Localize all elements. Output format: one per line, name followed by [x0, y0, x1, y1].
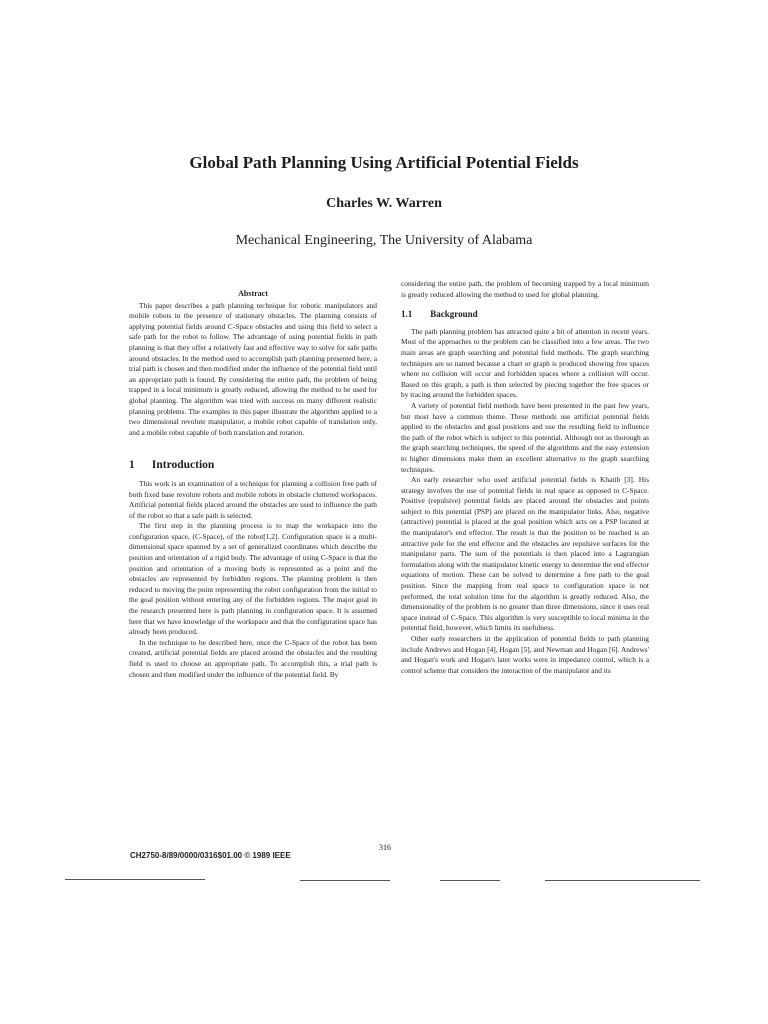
section-heading-introduction: [129, 460, 377, 471]
subsection-heading-background: [401, 309, 649, 320]
scan-artifact-line: [65, 879, 205, 880]
paragraph: This work is an examination of a technique for planning a collision free path of both fixed base revolute robots and mobile robots in obstacle cluttered workspaces. Artificial potential fields placed around the obstacles are used to influence the path of the robot so that a safe path is selected.: [129, 478, 377, 520]
subsection-number: 1.1: [401, 309, 413, 320]
author-affiliation: Mechanical Engineering, The University of Alabama: [235, 233, 533, 248]
paragraph: The first step in the planning process is to map the workspace into the configuration space, (C-Space), of the robot[1,2]. Configuration space is a multi-dimensional space spanned by a set of generalized coordinates which describe the position and orientation of a rigid body. The advantage of using C-Space is that the position and orientation of a moving body is represented as a point and the obstacles are represented by forbidden regions. The planning problem is then reduced to moving the point representing the robot configuration from the initial to the goal position without entering any of the forbidden regions. The major goal in the research presented here is path planning in configuration space. It is assumed here that we have knowledge of the workspace and that the configuration space has already been produced.: [129, 521, 377, 637]
scan-artifact-line: [545, 880, 700, 881]
author-name: Charles W. Warren: [326, 196, 442, 211]
abstract-heading: Abstract: [238, 289, 268, 298]
section-number: 1: [129, 459, 135, 472]
paragraph-continuation: considering the entire path, the problem of becoming trapped by a local minimum is greatly reduced allowing the method to used for global planning.: [401, 279, 649, 299]
scan-artifact-line: [440, 880, 500, 881]
paragraph: In the technique to be described here, once the C-Space of the robot has been created, artificial potential fields are placed around the obstacles and the resulting field is used to choose an appropriate path. To accomplish this, a trial path is chosen and then modified under the influence of the potential field. By: [129, 637, 377, 679]
abstract-body: This paper describes a path planning technique for robotic manipulators and mobile robots in the presence of stationary obstacles. The planning consists of applying potential fields around C-Space obstacles and using this field to select a safe path for the robot to follow. The advantage of using potential fields in path planning is that they offer a relatively fast and effective way to solve for safe paths around obstacles. In the method used to accomplish path planning presented here, a trial path is chosen and then modified under the influence of the potential field until an appropriate path is found. By considering the entire path, the problem of being trapped in a local minimum is greatly reduced, allowing the method to be used for global planning. The algorithm was tried with success on many different realistic planning problems. The examples in this paper illustrate the algorithm applied to a two dimensional revolute manipulator, a mobile robot capable of translation only, and a mobile robot capable of both translation and rotation.: [129, 300, 377, 437]
right-column: [401, 279, 649, 676]
paragraph: An early researcher who used artificial potential fields is Khatib [3]. His strategy involves the use of potential fields in real space as opposed to C-Space. Positive (repulsive) potential fields are placed around the obstacles and points subject to this potential (PSP) are placed on the manipulator links. Also, negative (attractive) potential is placed at the goal position which acts on a PSP located at the manipulator's end effector. The result is that the position to be reached is an attractive pole for the end effector and the obstacles are repulsive surfaces for the manipulator parts. The sum of the potentials is then placed into a Lagrangian formulation along with the manipulator kinetic energy to determine the end effector equations of motion. These can be solved to determine a free path to the goal position. Since the mapping from real space to configuration space is not performed, the total solution time for the algorithm is greatly reduced. Also, the dimensionality of the problem is no greater than three dimensions, since it uses real space instead of C-Space. This algorithm is very susceptible to local minima in the potential field, however, which limits its usefulness.: [401, 475, 649, 633]
subsection-title: Background: [430, 309, 478, 320]
page-number: 316: [379, 843, 391, 852]
left-column: [129, 289, 377, 680]
scan-artifact-line: [300, 880, 390, 881]
paragraph: A variety of potential field methods have been presented in the past few years, but most have a common theme. These methods use artificial potential fields applied to the obstacles and goal positions and use the resulting field to influence the path of the robot which is subject to this potential. Although not as thorough as the graph searching techniques, the speed of the algorithms and the easy extension to higher dimensions make them an excellent alternative to the graph searching techniques.: [401, 400, 649, 474]
paper-title: Global Path Planning Using Artificial Potential Fields: [189, 153, 579, 172]
paragraph: The path planning problem has attracted quite a bit of attention in recent years. Most of the approaches to the problem can be classified into a few areas. The two main areas are graph searching and potential field methods. The graph searching techniques are so named because a chart or graph is produced showing free spaces where no collision will occur and forbidden spaces where a collision will occur. Based on this graph, a path is then selected by piecing together the free spaces or by tracing around the forbidden spaces.: [401, 326, 649, 400]
section-title: Introduction: [151, 459, 215, 472]
footer-copyright: CH2750-8/89/0000/0316$01.00 © 1989 IEEE: [130, 851, 291, 860]
paragraph: Other early researchers in the application of potential fields to path planning include Andrews and Hogan [4], Hogan [5], and Newman and Hogan [6]. Andrews' and Hogan's work and Hogan's later works were in impedance control, which is a control scheme that considers the interaction of the manipulator and its: [401, 634, 649, 675]
